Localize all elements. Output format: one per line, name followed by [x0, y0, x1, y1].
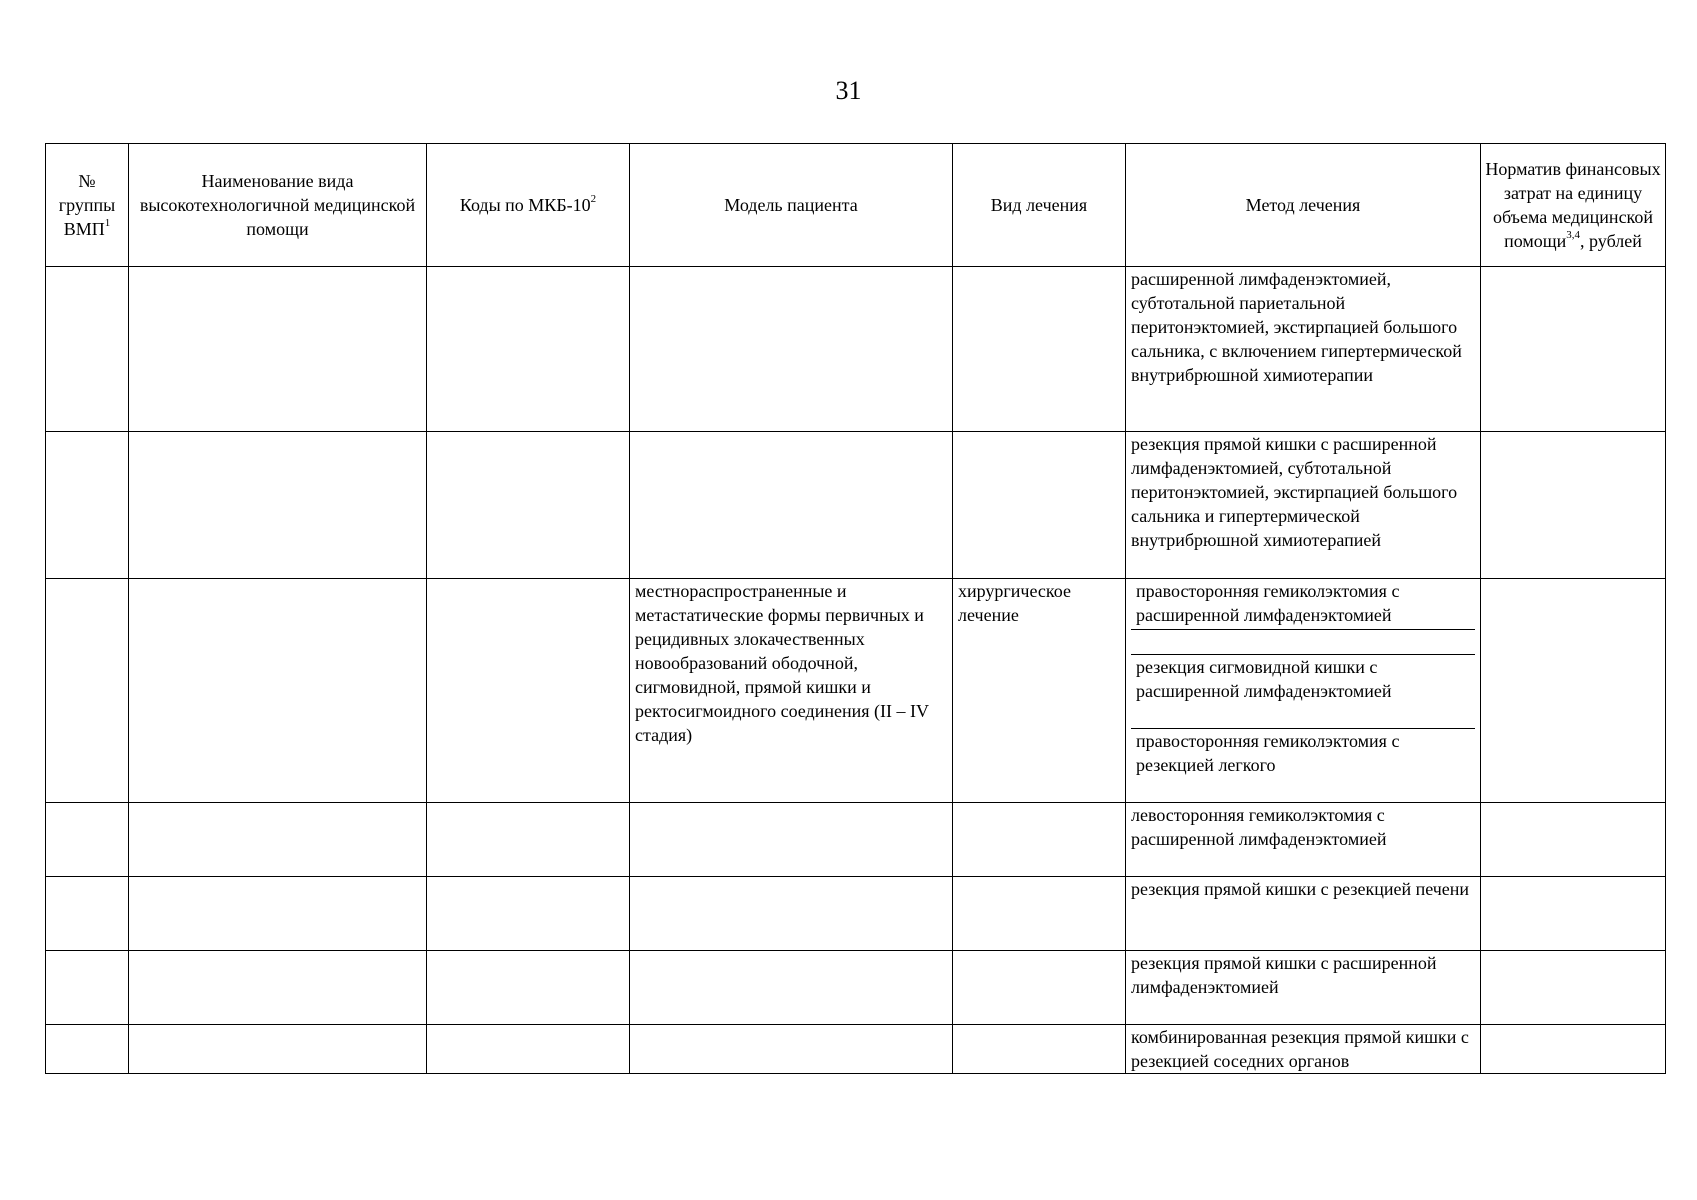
footnote-2-mark: 2	[590, 193, 597, 205]
cell-patient-model: местнораспространенные и метастатические формы первичных и рецидивных злокачественных новообразований ободочной, сигмовидной, прямой кишки и ректосигмоидного соединения (II – IV стадия)	[630, 579, 953, 803]
header-care-type-name	[129, 144, 427, 267]
header-group-number-text: № группы ВМП	[58, 171, 116, 239]
cell-patient-model	[630, 1025, 953, 1074]
cell-treatment-type	[953, 803, 1126, 877]
treatment-method-subtable	[1131, 579, 1475, 802]
table-row	[46, 951, 1666, 1025]
header-care-type-name-text: Наименование вида высокотехнологичной медицинской помощи	[139, 171, 416, 239]
table-row	[46, 579, 1666, 803]
cell-cost-standard	[1481, 1025, 1666, 1074]
cell-group-number	[46, 803, 129, 877]
header-patient-model-text: Модель пациента	[724, 195, 858, 215]
header-cost-standard-text: Норматив финансовых затрат на единицу объема медицинской помощи	[1485, 159, 1661, 251]
cell-cost-standard	[1481, 803, 1666, 877]
cell-group-number	[46, 267, 129, 432]
cell-care-type-name	[129, 1025, 427, 1074]
header-icd-codes	[427, 144, 630, 267]
method-subcell: правосторонняя гемиколэктомия с резекцией легкого	[1136, 730, 1400, 775]
method-subrow	[1131, 629, 1475, 654]
header-treatment-method-text: Метод лечения	[1245, 195, 1361, 215]
method-subcell	[1131, 629, 1475, 654]
table-header-row	[46, 144, 1666, 267]
cell-icd-codes	[427, 803, 630, 877]
cell-cost-standard	[1481, 951, 1666, 1025]
header-cost-standard	[1481, 144, 1666, 267]
cell-cost-standard	[1481, 267, 1666, 432]
cell-patient-model	[630, 877, 953, 951]
cell-treatment-method: резекция прямой кишки с расширенной лимфаденэктомией	[1126, 951, 1481, 1025]
cell-patient-model	[630, 432, 953, 579]
cell-icd-codes	[427, 951, 630, 1025]
method-subrow	[1131, 579, 1475, 629]
method-subcell: резекция сигмовидной кишки с расширенной лимфаденэктомией	[1131, 654, 1475, 728]
cell-icd-codes	[427, 267, 630, 432]
cell-icd-codes	[427, 877, 630, 951]
cell-cost-standard	[1481, 432, 1666, 579]
cell-care-type-name	[129, 951, 427, 1025]
cell-patient-model	[630, 951, 953, 1025]
cell-treatment-type	[953, 267, 1126, 432]
cell-patient-model	[630, 267, 953, 432]
table-row	[46, 1025, 1666, 1074]
header-treatment-type-text: Вид лечения	[990, 195, 1088, 215]
header-patient-model	[630, 144, 953, 267]
cell-treatment-method: резекция прямой кишки с расширенной лимфаденэктомией, субтотальной перитонэктомией, экстирпацией большого сальника и гипертермической внутрибрюшной химиотерапией	[1126, 432, 1481, 579]
cell-group-number	[46, 1025, 129, 1074]
method-subcell: правосторонняя гемиколэктомия с расширенной лимфаденэктомией	[1131, 579, 1475, 629]
table-row	[46, 803, 1666, 877]
cell-treatment-method: левосторонняя гемиколэктомия с расширенной лимфаденэктомией	[1126, 803, 1481, 877]
header-treatment-type	[953, 144, 1126, 267]
cell-care-type-name	[129, 579, 427, 803]
cell-icd-codes	[427, 432, 630, 579]
cell-treatment-method: комбинированная резекция прямой кишки с резекцией соседних органов	[1126, 1025, 1481, 1074]
page-number: 31	[835, 76, 862, 105]
table-row	[46, 267, 1666, 432]
cell-patient-model	[630, 803, 953, 877]
cell-care-type-name	[129, 432, 427, 579]
table-row	[46, 432, 1666, 579]
cell-cost-standard	[1481, 877, 1666, 951]
footnote-1-mark: 1	[104, 217, 111, 229]
cell-treatment-type	[953, 877, 1126, 951]
table-row	[46, 877, 1666, 951]
cell-treatment-method: расширенной лимфаденэктомией, субтотальной париетальной перитонэктомией, экстирпацией большого сальника, с включением гипертермической внутрибрюшной химиотерапии	[1126, 267, 1481, 432]
method-subrow	[1131, 728, 1475, 802]
cell-group-number	[46, 579, 129, 803]
cell-treatment-type	[953, 432, 1126, 579]
cell-treatment-type	[953, 1025, 1126, 1074]
cell-care-type-name	[129, 803, 427, 877]
cell-treatment-method: резекция прямой кишки с резекцией печени	[1126, 877, 1481, 951]
cell-care-type-name	[129, 877, 427, 951]
method-subrow	[1131, 654, 1475, 728]
cell-treatment-type: хирургическое лечение	[953, 579, 1126, 803]
header-icd-codes-text: Коды по МКБ-10	[459, 195, 591, 215]
header-cost-standard-suffix: , рублей	[1580, 231, 1642, 251]
footnote-3-4-mark: 3,4	[1566, 229, 1581, 241]
cell-group-number	[46, 877, 129, 951]
medical-care-table	[45, 143, 1666, 1074]
cell-treatment-type	[953, 951, 1126, 1025]
cell-cost-standard	[1481, 579, 1666, 803]
cell-care-type-name	[129, 267, 427, 432]
header-treatment-method	[1126, 144, 1481, 267]
cell-icd-codes	[427, 579, 630, 803]
cell-treatment-method-group	[1126, 579, 1481, 803]
header-group-number	[46, 144, 129, 267]
cell-group-number	[46, 432, 129, 579]
cell-group-number	[46, 951, 129, 1025]
cell-icd-codes	[427, 1025, 630, 1074]
